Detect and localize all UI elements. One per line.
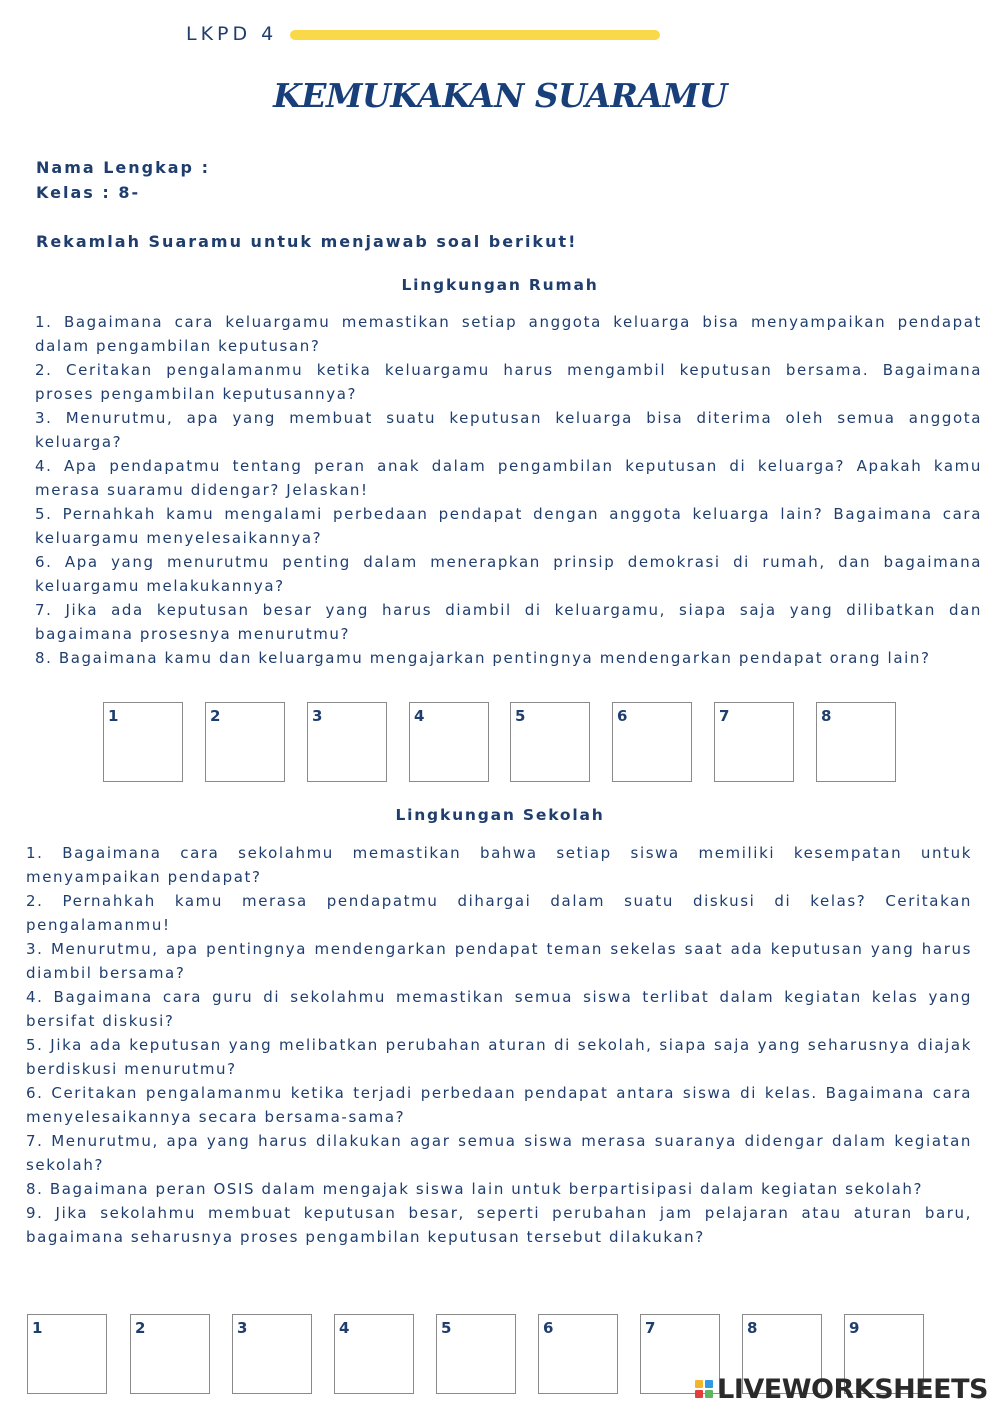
question-item: 7. Jika ada keputusan besar yang harus diambil di keluargamu, siapa saja yang dilibatkan dan bagaimana prosesnya menurutmu? [35,601,982,643]
audio-answer-box-sekolah-2[interactable] [130,1314,210,1394]
box-number: 7 [645,1319,656,1337]
box-number: 3 [312,707,323,725]
audio-answer-box-rumah-2[interactable] [205,702,285,782]
audio-answer-box-rumah-5[interactable] [510,702,590,782]
question-list-rumah [35,310,982,670]
page-title: KEMUKAKAN SUARAMU [273,76,727,115]
question-item: 1. Bagaimana cara keluargamu memastikan setiap anggota keluarga bisa menyampaikan pendapat dalam pengambilan keputusan? [35,313,982,355]
box-number: 8 [747,1319,758,1337]
header-accent-bar [290,30,660,40]
box-number: 3 [237,1319,248,1337]
question-item: 8. Bagaimana kamu dan keluargamu mengajarkan pentingnya mendengarkan pendapat orang lain? [35,649,931,667]
audio-answer-box-rumah-7[interactable] [714,702,794,782]
question-item: 8. Bagaimana peran OSIS dalam mengajak siswa lain untuk berpartisipasi dalam kegiatan sekolah? [26,1180,924,1198]
box-number: 5 [515,707,526,725]
question-item: 6. Ceritakan pengalamanmu ketika terjadi perbedaan pendapat antara siswa di kelas. Bagaimana cara menyelesaikannya secara bersama-sama? [26,1084,972,1126]
audio-answer-box-sekolah-5[interactable] [436,1314,516,1394]
question-item: 2. Ceritakan pengalamanmu ketika keluargamu harus mengambil keputusan bersama. Bagaimana proses pengambilan keputusannya? [35,361,982,403]
box-number: 2 [210,707,221,725]
question-item: 9. Jika sekolahmu membuat keputusan besar, seperti perubahan jam pelajaran atau aturan baru, bagaimana seharusnya proses pengambilan keputusan tersebut dilakukan? [26,1204,972,1246]
box-number: 5 [441,1319,452,1337]
liveworksheets-mark-icon [695,1380,713,1398]
box-number: 7 [719,707,730,725]
audio-answer-box-rumah-1[interactable] [103,702,183,782]
box-number: 4 [414,707,425,725]
question-item: 3. Menurutmu, apa pentingnya mendengarkan pendapat teman sekelas saat ada keputusan yang harus diambil bersama? [26,940,972,982]
liveworksheets-wordmark: LIVEWORKSHEETS [717,1373,988,1405]
section-heading-sekolah: Lingkungan Sekolah [395,806,605,824]
audio-answer-box-sekolah-6[interactable] [538,1314,618,1394]
instruction-text: Rekamlah Suaramu untuk menjawab soal berikut! [36,232,578,251]
box-number: 1 [32,1319,43,1337]
audio-answer-box-rumah-6[interactable] [612,702,692,782]
worksheet-label: LKPD 4 [186,23,278,45]
audio-answer-box-sekolah-1[interactable] [27,1314,107,1394]
question-item: 7. Menurutmu, apa yang harus dilakukan agar semua siswa merasa suaranya didengar dalam kegiatan sekolah? [26,1132,972,1174]
liveworksheets-logo[interactable] [695,1372,988,1406]
audio-answer-box-sekolah-3[interactable] [232,1314,312,1394]
audio-answer-box-rumah-3[interactable] [307,702,387,782]
box-number: 6 [543,1319,554,1337]
question-item: 5. Jika ada keputusan yang melibatkan perubahan aturan di sekolah, siapa saja yang seharusnya diajak berdiskusi menurutmu? [26,1036,972,1078]
question-item: 6. Apa yang menurutmu penting dalam menerapkan prinsip demokrasi di rumah, dan bagaimana keluargamu melakukannya? [35,553,982,595]
audio-answer-box-rumah-8[interactable] [816,702,896,782]
box-number: 9 [849,1319,860,1337]
box-number: 6 [617,707,628,725]
section-heading-rumah: Lingkungan Rumah [401,276,599,294]
question-item: 4. Apa pendapatmu tentang peran anak dalam pengambilan keputusan di keluarga? Apakah kamu merasa suaramu didengar? Jelaskan! [35,457,982,499]
box-number: 1 [108,707,119,725]
question-item: 5. Pernahkah kamu mengalami perbedaan pendapat dengan anggota keluarga lain? Bagaimana cara keluargamu menyelesaikannya? [35,505,982,547]
box-number: 8 [821,707,832,725]
question-item: 2. Pernahkah kamu merasa pendapatmu dihargai dalam suatu diskusi di kelas? Ceritakan pengalamanmu! [26,892,972,934]
question-item: 3. Menurutmu, apa yang membuat suatu keputusan keluarga bisa diterima oleh semua anggota keluarga? [35,409,982,451]
audio-answer-box-sekolah-4[interactable] [334,1314,414,1394]
question-item: 4. Bagaimana cara guru di sekolahmu memastikan semua siswa terlibat dalam kegiatan kelas yang bersifat diskusi? [26,988,972,1030]
box-number: 2 [135,1319,146,1337]
box-number: 4 [339,1319,350,1337]
name-label: Nama Lengkap : [36,158,210,177]
class-label: Kelas : 8- [36,183,141,202]
question-item: 1. Bagaimana cara sekolahmu memastikan bahwa setiap siswa memiliki kesempatan untuk menyampaikan pendapat? [26,844,972,886]
audio-answer-box-rumah-4[interactable] [409,702,489,782]
question-list-sekolah [26,841,972,1249]
